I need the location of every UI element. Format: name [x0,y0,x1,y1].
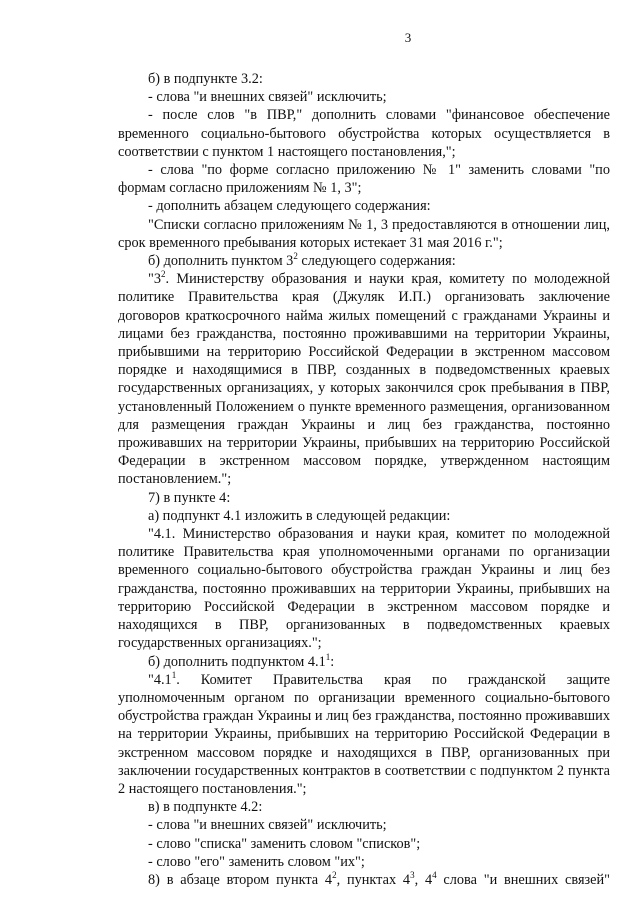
paragraph: - дополнить абзацем следующего содержания: [148,198,431,215]
paragraph-text: . Комитет Правительства края по гражданской защите уполномоченным органом по организации временного социально-бытового обустройства граждан Украины и лиц без гражданства, постоянно проживавших на территории Украины, прибывших на территорию Российской Федерации в экстренном массовом порядке и находящихся в ПВР, организованных при заключении государственных контрактов в соответствии с подпунктом 2 пункта 2 настоящего постановления."; [118,671,610,797]
paragraph-text: следующего содержания: [297,253,456,270]
superscript: 2 [161,269,166,280]
superscript: 3 [410,870,415,881]
paragraph-text: . Министерству образования и науки края, комитету по молодежной политике Правительства края (Джуляк И.П.) организовать заключение договоров краткосрочного найма жилых помещений с гражданами Украины и лицами без гражданства, постоянно проживавшими на территории Украины, прибывшими на территорию Российской Федерации в экстренном массовом порядке и находящимися в ПВР, созданных в подведомственных краевых государственных организациях, у которых закончился срок пребывания в ПВР, установленный Положением о пункте временного размещения, организованном для размещения граждан Украины и лиц без гражданства, постоянно проживавших на территории Украины, прибывших на территорию Российской Федерации в экстренном массовом порядке, утвержденном настоящим постановлением."; [118,271,610,488]
paragraph [118,270,610,488]
paragraph [118,871,610,889]
paragraph: - слова "и внешних связей" исключить; [148,817,387,834]
paragraph: - слова "по форме согласно приложению № 1" заменить словами "по формам согласно приложениям № 1, 3"; [118,162,610,197]
paragraph: "4.1. Министерство образования и науки края, комитет по молодежной политике Правительства края уполномоченными органами по организации временного социально-бытового обустройства граждан Украины и лиц без гражданства, постоянно проживавших на территории Украины, прибывших на территорию Российской Федерации в экстренном массовом порядке и находящихся в ПВР, организованных в подведомственных краевых государственных организациях."; [118,526,610,652]
paragraph-text: слова "и внешних связей" [436,871,611,888]
paragraph [118,653,610,671]
paragraph-text: "3 [148,271,161,288]
superscript: 1 [171,669,177,680]
superscript: 2 [332,870,337,881]
paragraph: - слово "его" заменить словом "их"; [148,853,365,870]
paragraph [118,252,610,270]
paragraph: - после слов "в ПВР," дополнить словами "финансовое обеспечение временного социально-бытового обустройства которых осуществляется в соответствии с пунктом 1 настоящего постановления,"; [118,107,610,160]
paragraph: 7) в пункте 4: [148,489,231,506]
superscript: 4 [432,870,437,881]
paragraph: - слова "и внешних связей" исключить; [148,89,387,106]
paragraph [118,671,610,798]
paragraph: в) в подпункте 4.2: [148,799,263,816]
page-number: 3 [404,30,412,45]
paragraph-text: : [330,653,335,670]
paragraph-text: , 4 [414,871,433,888]
paragraph-text: б) дополнить пунктом 3 [148,253,294,270]
superscript: 2 [293,251,298,262]
paragraph-text: , пунктах 4 [336,871,411,888]
paragraph: а) подпункт 4.1 изложить в следующей редакции: [148,507,451,524]
superscript: 1 [325,651,331,662]
paragraph: "Списки согласно приложениям № 1, 3 предоставляются в отношении лиц, срок временного пребывания которых истекает 31 мая 2016 г."; [118,216,610,251]
paragraph-text: 8) в абзаце втором пункта 4 [148,871,333,888]
paragraph-text: б) дополнить подпунктом 4.1 [148,653,326,670]
paragraph-text: "4.1 [148,671,172,688]
document-body [118,70,610,889]
paragraph: - слово "списка" заменить словом "списков"; [148,835,421,852]
paragraph: б) в подпункте 3.2: [148,71,263,87]
